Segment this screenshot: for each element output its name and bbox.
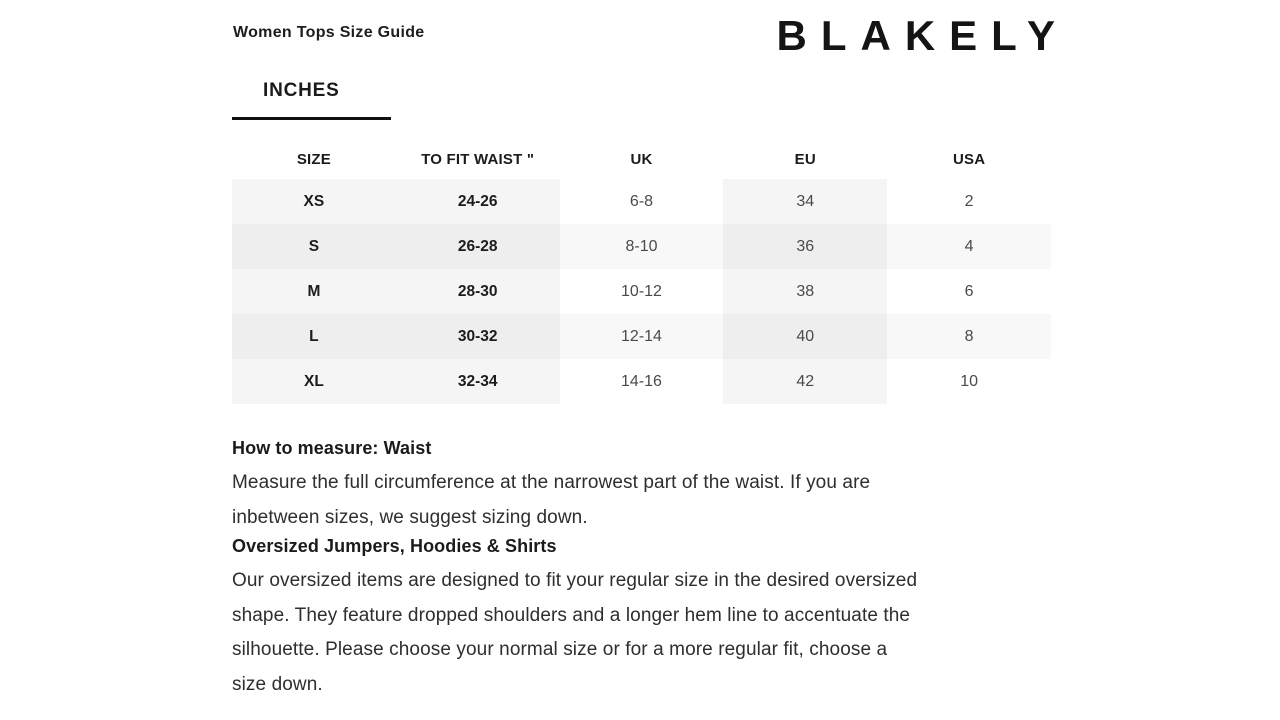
table-header-cell: TO FIT WAIST ": [396, 139, 560, 179]
table-cell: S: [232, 224, 396, 269]
table-cell: 38: [723, 269, 887, 314]
table-row: [232, 224, 1051, 269]
size-table-body: [232, 179, 1051, 404]
page-title: Women Tops Size Guide: [233, 24, 425, 41]
measure-text-line: inbetween sizes, we suggest sizing down.: [232, 506, 588, 528]
table-cell: 4: [887, 224, 1051, 269]
oversized-text-line: size down.: [232, 673, 323, 695]
table-cell: 2: [887, 179, 1051, 224]
table-cell: 42: [723, 359, 887, 404]
tab-inches-underline: [232, 117, 391, 120]
oversized-heading: Oversized Jumpers, Hoodies & Shirts: [232, 536, 557, 556]
table-row: [232, 314, 1051, 359]
table-cell: 10-12: [560, 269, 724, 314]
table-cell: 6: [887, 269, 1051, 314]
table-row: [232, 359, 1051, 404]
size-table-header: [232, 139, 1051, 179]
table-cell: 12-14: [560, 314, 724, 359]
table-row: [232, 269, 1051, 314]
table-header-cell: EU: [723, 139, 887, 179]
table-cell: 26-28: [396, 224, 560, 269]
oversized-text-line: shape. They feature dropped shoulders and a longer hem line to accentuate the: [232, 604, 911, 626]
measure-heading: How to measure: Waist: [232, 438, 432, 458]
measure-text-line: Measure the full circumference at the narrowest part of the waist. If you are: [232, 472, 871, 493]
table-header-row: [232, 139, 1051, 179]
oversized-text-line: silhouette. Please choose your normal size or for a more regular fit, choose a: [232, 639, 888, 660]
table-cell: XL: [232, 359, 396, 404]
measure-text: [232, 466, 870, 535]
oversized-text: [232, 564, 917, 702]
table-cell: 30-32: [396, 314, 560, 359]
table-cell: 6-8: [560, 179, 724, 224]
table-header-cell: SIZE: [232, 139, 396, 179]
table-cell: XS: [232, 179, 396, 224]
table-cell: 8: [887, 314, 1051, 359]
table-cell: 10: [887, 359, 1051, 404]
tab-inches[interactable]: INCHES: [263, 80, 340, 101]
table-cell: 40: [723, 314, 887, 359]
table-cell: 8-10: [560, 224, 724, 269]
size-table: [232, 139, 1051, 404]
table-cell: 24-26: [396, 179, 560, 224]
brand-logo: BLAKELY: [776, 12, 1069, 59]
table-cell: 36: [723, 224, 887, 269]
table-header-cell: UK: [560, 139, 724, 179]
oversized-text-line: Our oversized items are designed to fit your regular size in the desired oversized: [232, 570, 918, 591]
table-cell: L: [232, 314, 396, 359]
table-cell: 32-34: [396, 359, 560, 404]
table-row: [232, 179, 1051, 224]
table-cell: 14-16: [560, 359, 724, 404]
table-header-cell: USA: [887, 139, 1051, 179]
table-cell: M: [232, 269, 396, 314]
table-cell: 34: [723, 179, 887, 224]
table-cell: 28-30: [396, 269, 560, 314]
